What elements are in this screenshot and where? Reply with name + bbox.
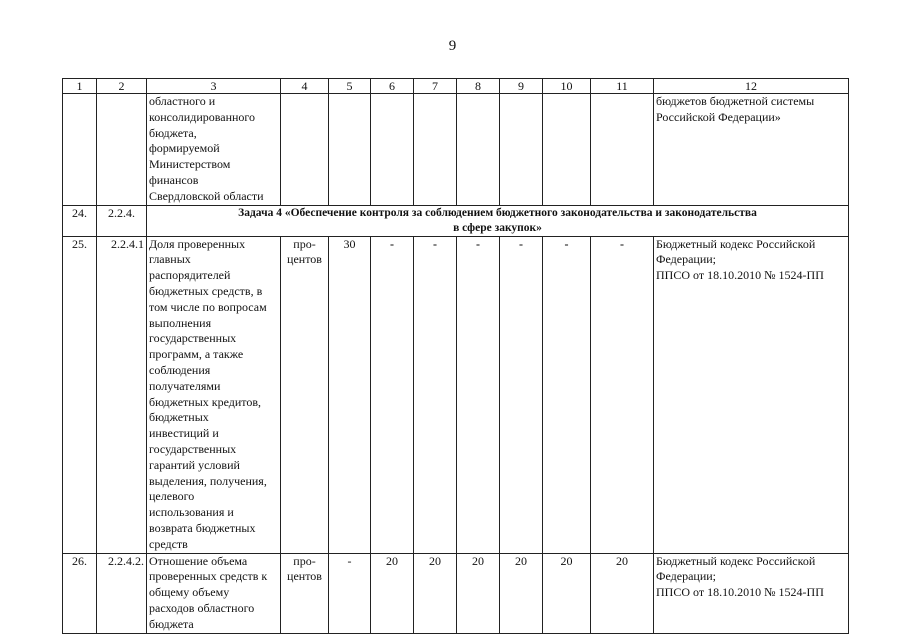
table-row [63, 553, 849, 633]
page-number: 9 [448, 38, 457, 54]
value-cell [543, 236, 591, 553]
value-cell [591, 236, 654, 553]
task-row [63, 205, 849, 236]
value-cell: 20 [414, 553, 457, 633]
source-cell: Бюджетный кодекс Российской Федерации; ППСО от 18.10.2010 № 1524-ПП [654, 553, 849, 633]
value-dash: - [620, 236, 624, 251]
value-cell: 20 [543, 553, 591, 633]
indicator-name: Отношение объема проверенных средств к общему объему расходов областного бюджета [147, 553, 281, 633]
value-cell: 20 [371, 553, 414, 633]
header-cell: 7 [414, 79, 457, 94]
row-number: 24. [63, 205, 97, 236]
header-cell: 9 [500, 79, 543, 94]
header-cell: 8 [457, 79, 500, 94]
task-title: Задача 4 «Обеспечение контроля за соблюдением бюджетного законодательства и законодательства в сфере закупок» [147, 205, 849, 236]
value-dash: - [519, 236, 523, 251]
header-cell: 12 [654, 79, 849, 94]
continuation-source-text: бюджетов бюджетной системы Российской Федерации» [654, 94, 849, 206]
header-cell: 1 [63, 79, 97, 94]
value-dash: - [390, 236, 394, 251]
value-cell: 20 [457, 553, 500, 633]
row-number: 25. [63, 236, 97, 553]
row-code: 2.2.4. [97, 205, 147, 236]
value-cell: 20 [500, 553, 543, 633]
continuation-indicator-text: областного и консолидированного бюджета, формируемой Министерством финансов Свердловской области [147, 94, 281, 206]
value-cell [371, 236, 414, 553]
header-cell: 5 [329, 79, 371, 94]
header-cell: 2 [97, 79, 147, 94]
source-cell: Бюджетный кодекс Российской Федерации; ППСО от 18.10.2010 № 1524-ПП [654, 236, 849, 553]
indicators-table [62, 78, 849, 634]
value-dash: - [433, 236, 437, 251]
value-cell [457, 236, 500, 553]
value-cell: - [329, 553, 371, 633]
row-code: 2.2.4.1 [97, 236, 147, 553]
continuation-row [63, 94, 849, 206]
value-cell: 20 [591, 553, 654, 633]
column-number-header [63, 79, 849, 94]
header-cell: 10 [543, 79, 591, 94]
indicator-name: Доля проверенных главных распорядителей бюджетных средств, в том числе по вопросам выполнения государственных программ, а также соблюдения получателями бюджетных кредитов, бюджетных инвестиций и государственных гарантий условий выделения, получения, целевого использования и возврата бюджетных средств [147, 236, 281, 553]
header-cell: 6 [371, 79, 414, 94]
row-number: 26. [63, 553, 97, 633]
header-cell: 3 [147, 79, 281, 94]
header-cell: 4 [281, 79, 329, 94]
unit-cell: про- центов [281, 236, 329, 553]
value-dash: - [564, 236, 569, 251]
table-row [63, 236, 849, 553]
value-cell [500, 236, 543, 553]
value-cell [414, 236, 457, 553]
unit-cell: про- центов [281, 553, 329, 633]
value-dash: - [476, 236, 480, 251]
header-cell: 11 [591, 79, 654, 94]
row-code: 2.2.4.2. [97, 553, 147, 633]
value-cell: 30 [329, 236, 371, 553]
